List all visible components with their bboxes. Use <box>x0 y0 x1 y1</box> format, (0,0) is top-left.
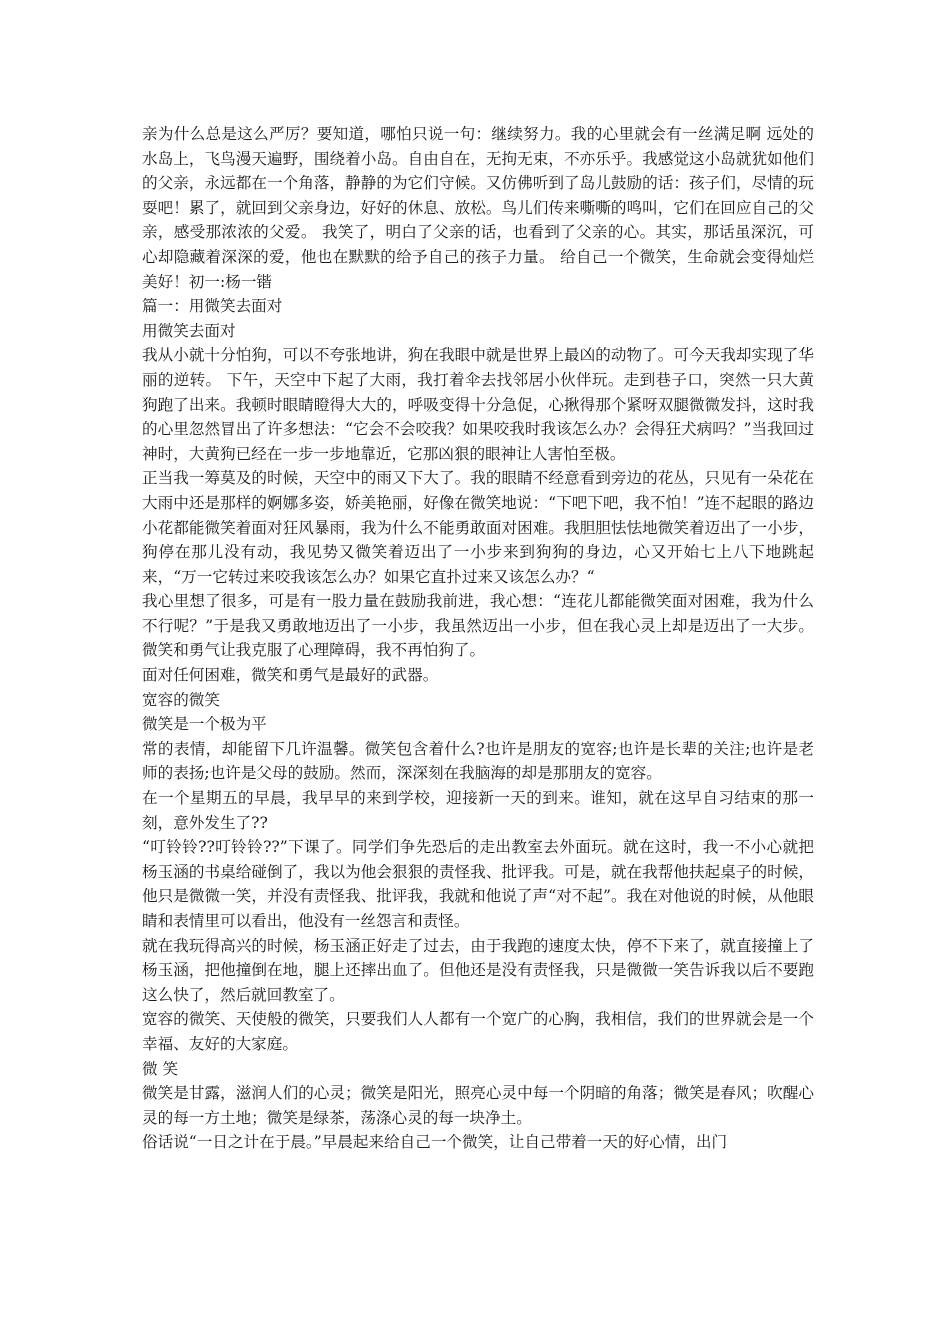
paragraph-flower-in-rain: 正当我一筹莫及的时候，天空中的雨又下大了。我的眼睛不经意看到旁边的花丛，只见有一朵花在大雨中还是那样的婀娜多姿，娇美艳丽，好像在微笑地说：“下吧下吧，我不怕！”连不起眼的路边小花都能微笑着面对狂风暴雨，我为什么不能勇敢面对困难。我胆胆怯怯地微笑着迈出了一小步，狗停在那儿没有动，我见势又微笑着迈出了一小步来到狗狗的身边，心又开始七上八下地跳起来，“万一它转过来咬我该怎么办？如果它直扑过来又该怎么办？“ <box>142 469 814 586</box>
document-page <box>142 122 814 1155</box>
section-heading-part-one: 篇一：用微笑去面对 <box>142 297 283 316</box>
essay-title-smile: 微 笑 <box>142 1059 179 1078</box>
paragraph-smile-intro: 微笑是一个极为平 <box>142 715 267 734</box>
paragraph-courage: 我心里想了很多，可是有一股力量在鼓励我前进，我心想：“连花儿都能微笑面对困难，我为什么不行呢？”于是我又勇敢地迈出了一小步，我虽然迈出一小步，但在我心灵上却是迈出了一大步。微笑和勇气让我克服了心理障碍，我不再怕狗了。 <box>142 592 814 660</box>
essay-title-tolerant-smile: 宽容的微笑 <box>142 690 220 709</box>
paragraph-friday-morning: 在一个星期五的早晨，我早早的来到学校，迎接新一天的到来。谁知，就在这早自习结束的那一刻，意外发生了?? <box>142 789 814 832</box>
paragraph-smile-meaning: 常的表情，却能留下几许温馨。微笑包含着什么?也许是朋友的宽容;也许是长辈的关注;也许是老师的表扬;也许是父母的鼓励。然而，深深刻在我脑海的却是那朋友的宽容。 <box>142 739 814 783</box>
paragraph-smile-metaphors: 微笑是甘露，滋润人们的心灵；微笑是阳光，照亮心灵中每一个阴暗的角落；微笑是春风；吹醒心灵的每一方土地；微笑是绿茶，荡涤心灵的每一块净土。 <box>142 1084 814 1127</box>
paragraph-morning-smile: 俗话说“一日之计在于晨。”早晨起来给自己一个微笑，让自己带着一天的好心情，出门 <box>142 1133 728 1152</box>
paragraph-bumped-friend: 就在我玩得高兴的时候，杨玉涵正好走了过去，由于我跑的速度太快，停不下来了，就直接撞上了杨玉涵，把他撞倒在地，腿上还摔出血了。但他还是没有责怪我，只是微微一笑告诉我以后不要跑这么快了，然后就回教室了。 <box>142 936 814 1004</box>
paragraph-afraid-of-dogs: 我从小就十分怕狗，可以不夸张地讲，狗在我眼中就是世界上最凶的动物了。可今天我却实现了华丽的逆转。 下午，天空中下起了大雨，我打着伞去找邻居小伙伴玩。走到巷子口，突然一只大黄狗跑了出来。我顿时眼睛瞪得大大的，呼吸变得十分急促，心揪得那个紧呀双腿微微发抖，这时我的心里忽然冒出了许多想法：“它会不会咬我？如果咬我时我该怎么办？会得狂犬病吗？”当我回过神时，大黄狗已经在一步一步地靠近，它那凶狠的眼神让人害怕至极。 <box>142 346 814 463</box>
essay-title-smile-face: 用微笑去面对 <box>142 321 236 340</box>
paragraph-bell-rings: “叮铃铃??叮铃铃??”下课了。同学们争先恐后的走出教室去外面玩。就在这时，我一不小心就把杨玉涵的书桌给碰倒了，我以为他会狠狠的责怪我、批评我。可是，就在我帮他扶起桌子的时候，他只是微微一笑，并没有责怪我、批评我，我就和他说了声“对不起”。我在对他说的时候，从他眼睛和表情里可以看出，他没有一丝怨言和责怪。 <box>142 838 814 930</box>
paragraph-tolerant-conclusion: 宽容的微笑、天使般的微笑，只要我们人人都有一个宽广的心胸，我相信，我们的世界就会是一个幸福、友好的大家庭。 <box>142 1010 814 1053</box>
paragraph-best-weapon: 面对任何困难，微笑和勇气是最好的武器。 <box>142 666 439 685</box>
paragraph-father-island: 亲为什么总是这么严厉？要知道，哪怕只说一句：继续努力。我的心里就会有一丝满足啊 远处的水岛上，飞鸟漫天遍野，围绕着小岛。自由自在，无拘无束，不亦乐乎。我感觉这小岛就犹如他们的父亲，永远都在一个角落，静静的为它们守候。又仿佛听到了岛儿鼓励的话：孩子们，尽情的玩耍吧！累了，就回到父亲身边，好好的休息、放松。鸟儿们传来嘶嘶的鸣叫，它们在回应自己的父亲，感受那浓浓的父爱。 我笑了，明白了父亲的话，也看到了父亲的心。其实，那话虽深沉，可心却隐藏着深深的爱，他也在默默的给予自己的孩子力量。 给自己一个微笑，生命就会变得灿烂美好！初一:杨一锴 <box>142 125 814 291</box>
